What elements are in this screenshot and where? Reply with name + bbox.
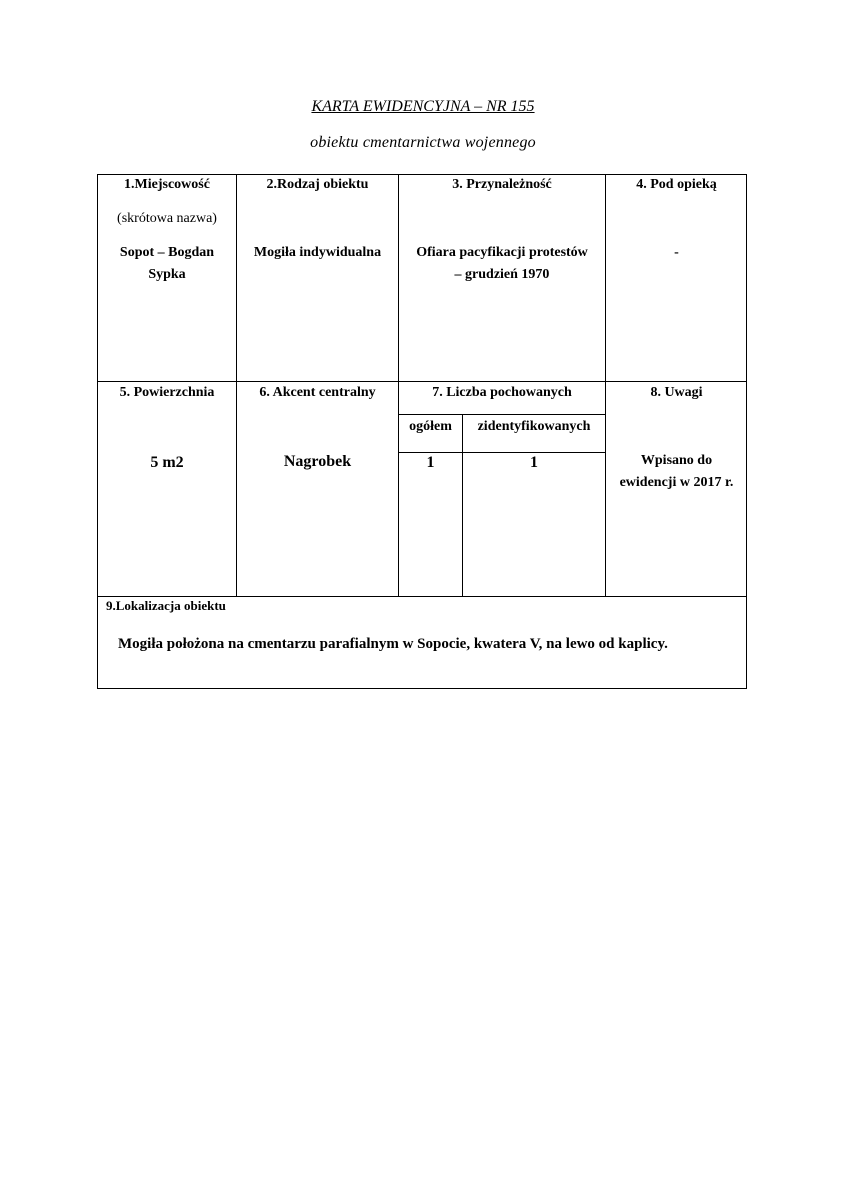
cell-remarks-label: 8. Uwagi — [650, 385, 703, 400]
card-title: KARTA EWIDENCYJNA – NR 155 — [311, 98, 535, 115]
affiliation-value-line: Ofiara pacyfikacji protestów — [416, 245, 588, 260]
affiliation-value-line: – grudzień 1970 — [454, 267, 550, 282]
cell-remarks-value — [606, 450, 747, 494]
cell-buried-total-value: 1 — [426, 454, 435, 471]
remarks-value-line: Wpisano do — [640, 453, 713, 468]
cell-locality-note: (skrótowa nazwa) — [117, 211, 217, 226]
table-divider — [97, 596, 747, 597]
table-divider — [398, 414, 605, 415]
cell-central-accent-label: 6. Akcent centralny — [259, 385, 376, 400]
cell-affiliation-label: 3. Przynależność — [452, 177, 552, 192]
cell-buried-identified-label: zidentyfikowanych — [477, 419, 591, 434]
location-label: 9.Lokalizacja obiektu — [106, 598, 226, 613]
cell-buried-total-label: ogółem — [409, 419, 452, 434]
cell-object-type-label: 2.Rodzaj obiektu — [266, 177, 369, 192]
cell-affiliation-value — [399, 242, 605, 286]
cell-care-label: 4. Pod opieką — [636, 177, 717, 192]
location-text: Mogiła położona na cmentarzu parafialnym w Sopocie, kwatera V, na lewo od kaplicy. — [118, 636, 668, 652]
cell-buried-identified-value: 1 — [530, 454, 538, 471]
cell-buried-count-label: 7. Liczba pochowanych — [432, 385, 572, 400]
cell-central-accent-value: Nagrobek — [283, 453, 352, 470]
cell-area-label: 5. Powierzchnia — [119, 385, 215, 400]
table-divider — [462, 414, 463, 596]
cell-locality-value — [98, 242, 236, 286]
remarks-value-line: ewidencji w 2017 r. — [619, 475, 734, 490]
cell-object-type-value: Mogiła indywidualna — [253, 245, 382, 260]
cell-care-value: - — [674, 245, 679, 260]
locality-value-line: Sypka — [148, 267, 186, 282]
cell-area-value: 5 m2 — [150, 454, 184, 471]
card-subtitle: obiektu cmentarnictwa wojennego — [310, 134, 536, 151]
cell-locality-label: 1.Miejscowość — [124, 177, 210, 192]
locality-value-line: Sopot – Bogdan — [119, 245, 215, 260]
